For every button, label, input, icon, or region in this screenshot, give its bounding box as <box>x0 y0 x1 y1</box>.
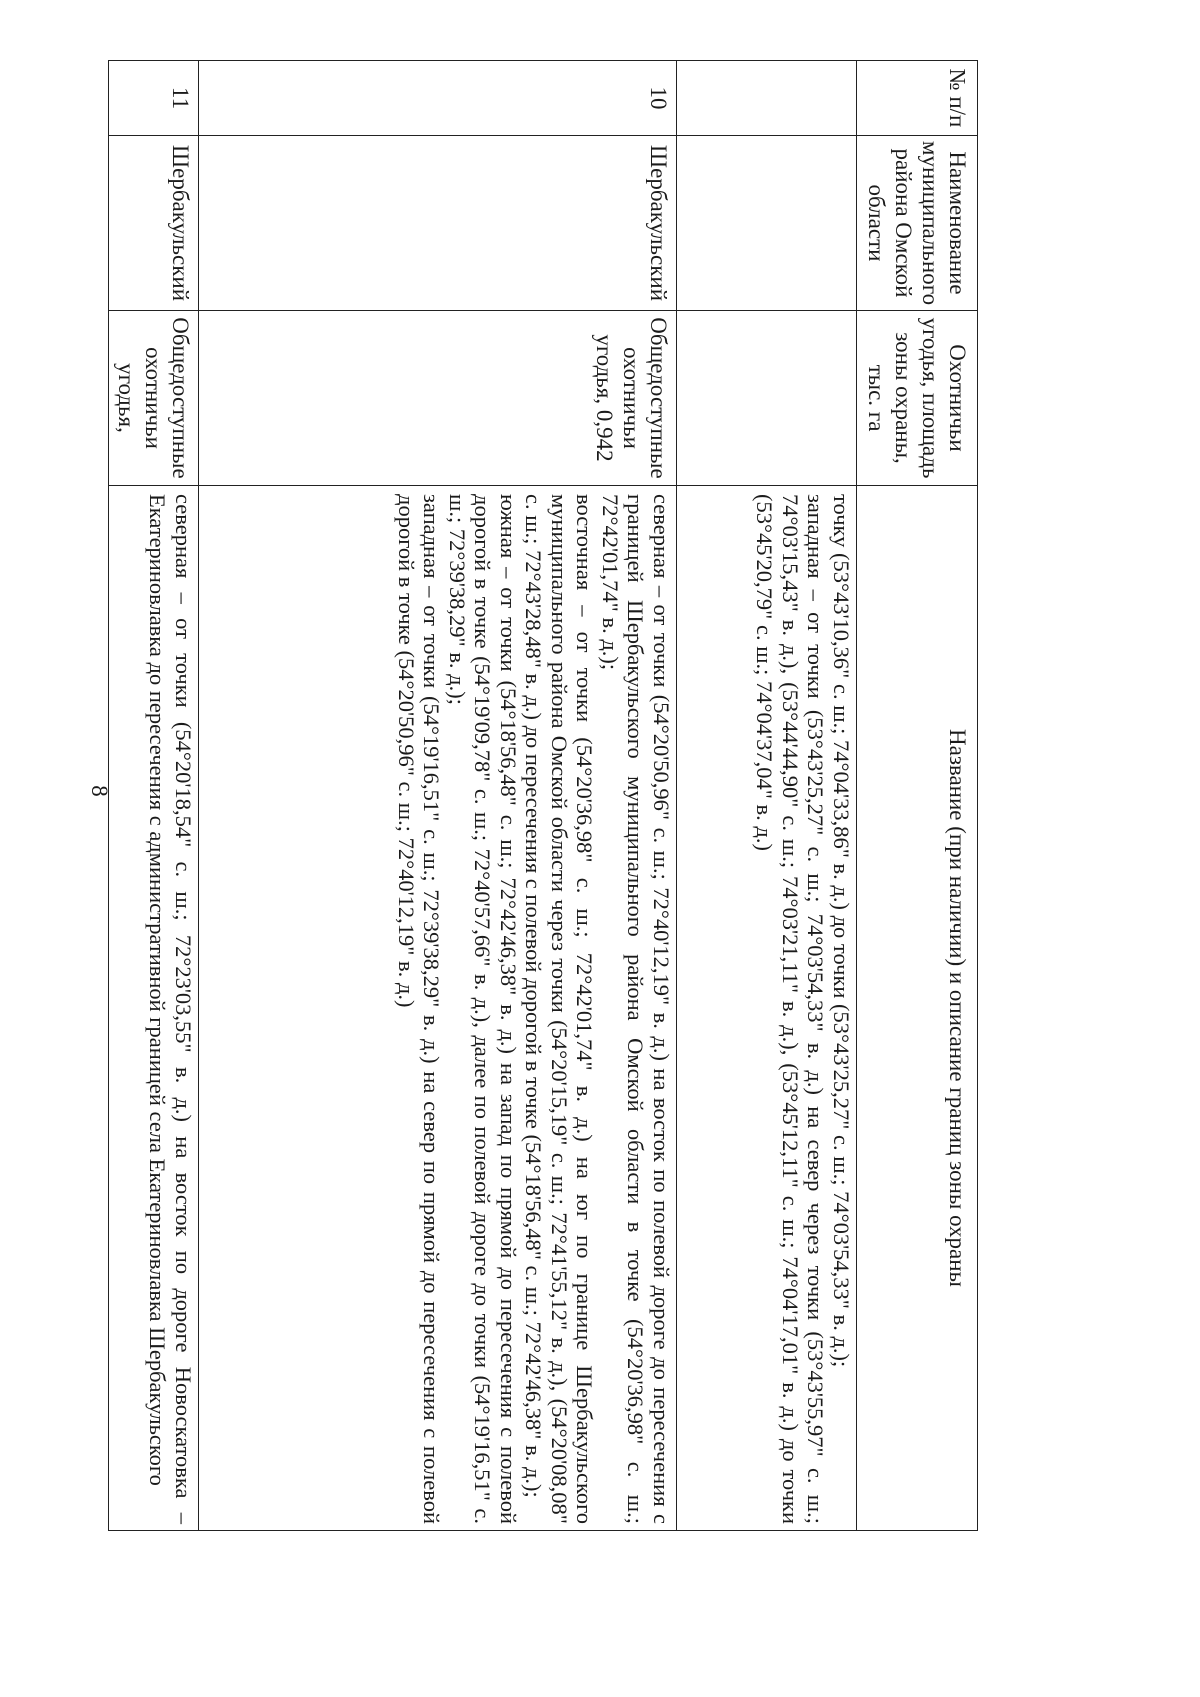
table-row <box>109 61 199 1531</box>
row-district: Шербакульский <box>199 136 677 311</box>
row-description <box>199 486 677 1531</box>
row-area <box>677 311 857 486</box>
boundary-paragraph: восточная – от точки (54°20'36,98" с. ш.; 72°42'01,74" в. д.) на юг по границе Шербакульского муниципального района Омской области через точки (54°20'15,19" с. ш.; 72°41'55,12" в. д.), (54°20'08,08" с. ш.; 72°43'28,48" в. д.) до пересечения с полевой дорогой в точке (54°18'56,48" с. ш.; 72°42'46,38" в. д.); <box>521 494 598 1524</box>
row-num: 11 <box>109 61 199 136</box>
boundary-paragraph: северная – от точки (54°20'18,54" с. ш.; 72°23'03,55" в. д.) на восток по дороге Новоскатовка – Екатериновлавка до пересечения с административной границей села Екатериновлавка Шербакульского <box>145 494 196 1524</box>
boundary-paragraph: южная – от точки (54°18'56,48" с. ш.; 72°42'46,38" в. д.) на запад по прямой до пересечения с полевой дорогой в точке (54°19'09,78" с. ш.; 72°40'57,66" в. д.), далее по полевой дороге до точки (54°19'16,51" с. ш.; 72°39'38,29" в. д.); <box>445 494 521 1524</box>
row-district <box>677 136 857 311</box>
header-description: Название (при наличии) и описание границ зоны охраны <box>857 486 978 1531</box>
header-district: Наименование муниципального района Омской области <box>857 136 978 311</box>
row-num: 10 <box>199 61 677 136</box>
boundary-paragraph: западная – от точки (54°19'16,51" с. ш.; 72°39'38,29" в. д.) на север по прямой до пересечения с полевой дорогой в точке (54°20'50,96" с. ш.; 72°40'12,19" в. д.) <box>394 494 445 1524</box>
boundary-paragraph: точку (53°43'10,36" с. ш.; 74°04'33,86" в. д.) до точки (53°43'25,27" с. ш.; 74°03'54,33" в. д.); <box>829 494 854 1368</box>
protection-zones-table <box>108 60 978 1531</box>
row-description <box>109 486 199 1531</box>
document-sheet <box>114 60 978 1530</box>
header-row <box>857 61 978 1531</box>
header-area: Охотничьи угодья, площадь зоны охраны, тыс. га <box>857 311 978 486</box>
row-area: Общедоступные охотничьи угодья, 0,942 <box>199 311 677 486</box>
header-num: № п/п <box>857 61 978 136</box>
row-description <box>677 486 857 1531</box>
table-row <box>677 61 857 1531</box>
boundary-paragraph: северная – от точки (54°20'50,96" с. ш.; 72°40'12,19" в. д.) на восток по полевой дороге до пересечения с границей Шербакульского муниципального района Омской области в точке (54°20'36,98" с. ш.; 72°42'01,74" в. д.); <box>598 494 674 1524</box>
table-row <box>199 61 677 1531</box>
boundary-paragraph: западная – от точки (53°43'25,27" с. ш.; 74°03'54,33" в. д.) на север через точки (53°43'55,97" с. ш.; 74°03'15,43" в. д.), (53°44'44,90" с. ш.; 74°03'21,11" в. д.), (53°45'12,11" с. ш.; 74°04'17,01" в. д.) до точки (53°45'20,79" с. ш.; 74°04'37,04" в. д.) <box>752 494 829 1524</box>
row-area: Общедоступные охотничьи угодья, <box>109 311 199 486</box>
row-num <box>677 61 857 136</box>
page-number: 8 <box>87 785 112 797</box>
row-district: Шербакульский <box>109 136 199 311</box>
